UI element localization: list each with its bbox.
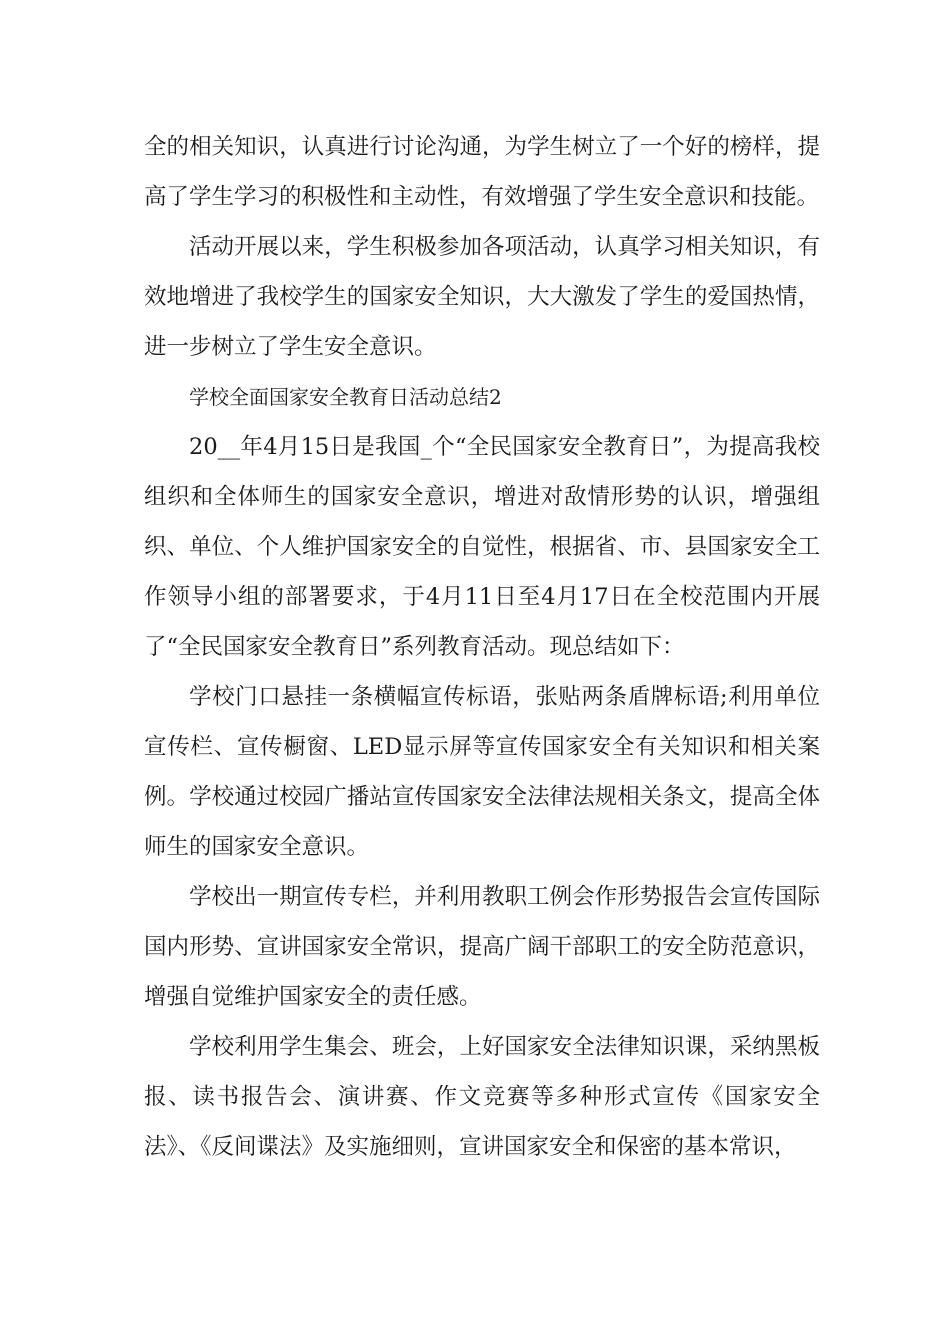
paragraph-1: 全的相关知识，认真进行讨论沟通，为学生树立了一个好的榜样，提高了学生学习的积极性和主动性，有效增强了学生安全意识和技能。 [144, 134, 820, 210]
section-heading: 学校全面国家安全教育日活动总结2 [189, 385, 502, 409]
paragraph-2: 活动开展以来，学生积极参加各项活动，认真学习相关知识，有效地增进了我校学生的国家安全知识，大大激发了学生的爱国热情，进一步树立了学生安全意识。 [144, 234, 820, 360]
document-body [144, 122, 820, 1172]
paragraph-4: 20__年4月15日是我国_个“全民国家安全教育日”，为提高我校组织和全体师生的国家安全意识，增进对敌情形势的认识，增强组织、单位、个人维护国家安全的自觉性，根据省、市、县国家安全工作领导小组的部署要求，于4月11日至4月17日在全校范围内开展了“全民国家安全教育日”系列教育活动。现总结如下： [144, 434, 820, 660]
paragraph-5: 学校门口悬挂一条横幅宣传标语，张贴两条盾牌标语;利用单位宣传栏、宣传橱窗、LED显示屏等宣传国家安全有关知识和相关案例。学校通过校园广播站宣传国家安全法律法规相关条文，提高全体师生的国家安全意识。 [144, 684, 820, 860]
paragraph-7: 学校利用学生集会、班会，上好国家安全法律知识课，采纳黑板报、读书报告会、演讲赛、作文竞赛等多种形式宣传《国家安全法》、《反间谍法》及实施细则，宣讲国家安全和保密的基本常识， [144, 1034, 820, 1160]
paragraph-6: 学校出一期宣传专栏，并利用教职工例会作形势报告会宣传国际国内形势、宣讲国家安全常识，提高广阔干部职工的安全防范意识，增强自觉维护国家安全的责任感。 [144, 884, 820, 1010]
